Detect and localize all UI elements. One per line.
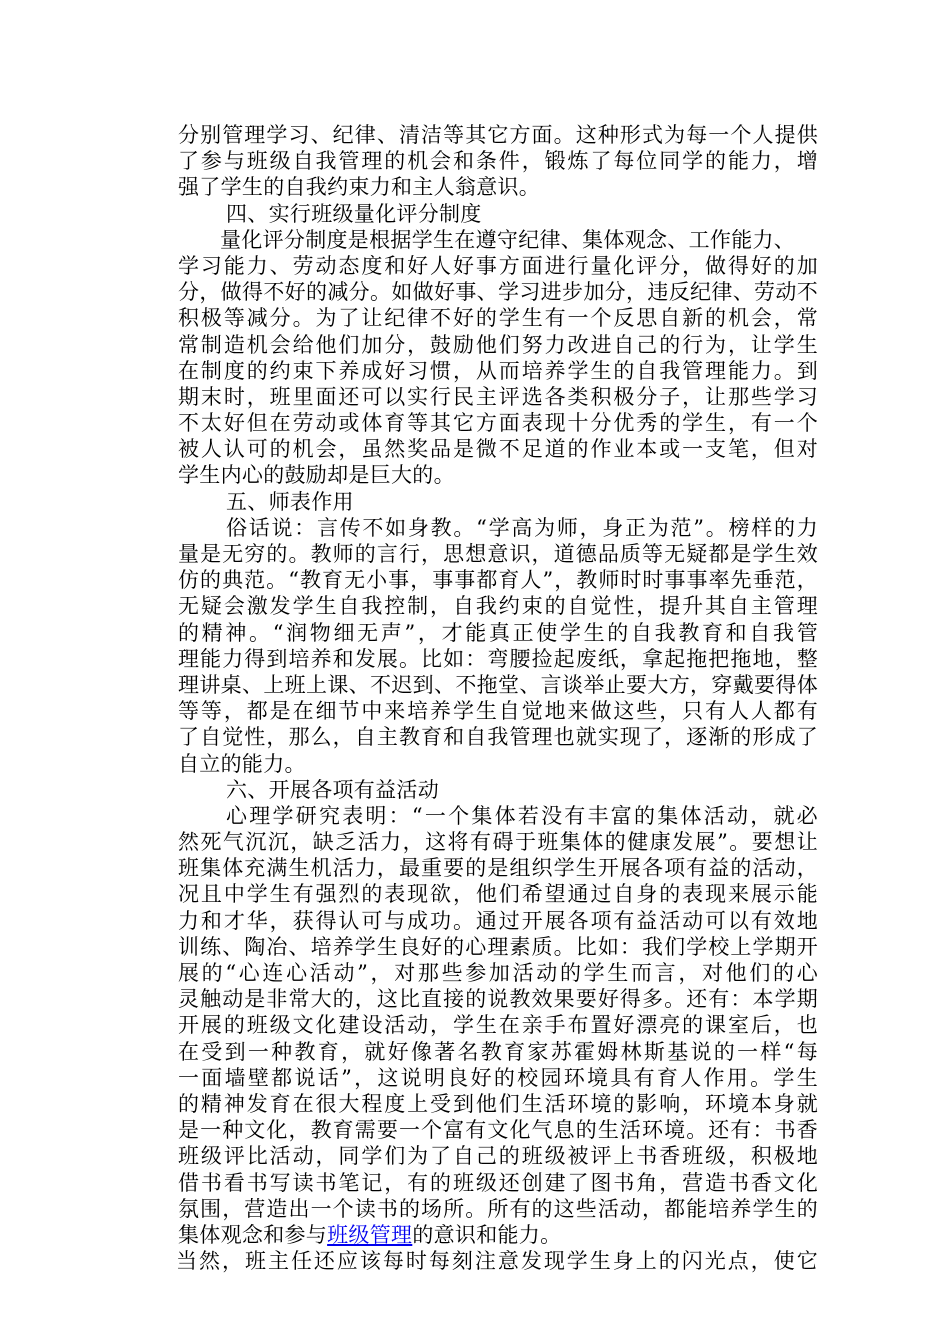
section-heading-5: 五、师表作用 bbox=[226, 489, 354, 514]
text-line: 常制造机会给他们加分，鼓励他们努力改进自己的行为，让学生 bbox=[178, 332, 818, 357]
text-line: 在制度的约束下养成好习惯，从而培养学生的自我管理能力。到 bbox=[178, 358, 818, 383]
document-body bbox=[178, 122, 818, 1274]
section-heading-6: 六、开展各项有益活动 bbox=[226, 777, 439, 802]
text-line-with-link bbox=[178, 1222, 818, 1248]
text-segment: 的意识和能力。 bbox=[412, 1222, 562, 1247]
text-line: 力和才华，获得认可与成功。通过开展各项有益活动可以有效地 bbox=[178, 908, 818, 933]
text-line: 氛围，营造出一个读书的场所。所有的这些活动，都能培养学生的 bbox=[178, 1196, 818, 1221]
text-line: 班级评比活动，同学们为了自己的班级被评上书香班级，积极地 bbox=[178, 1144, 818, 1169]
text-line: 分，做得不好的减分。如做好事、学习进步加分，违反纪律、劳动不 bbox=[178, 280, 818, 305]
text-line: 了参与班级自我管理的机会和条件，锻炼了每位同学的能力，增 bbox=[178, 149, 818, 174]
text-line: 量化评分制度是根据学生在遵守纪律、集体观念、工作能力、 bbox=[220, 227, 796, 252]
text-line: 是一种文化，教育需要一个富有文化气息的生活环境。还有：书香 bbox=[178, 1118, 818, 1143]
text-line: 况且中学生有强烈的表现欲，他们希望通过自身的表现来展示能 bbox=[178, 882, 818, 907]
text-line: 自立的能力。 bbox=[178, 751, 306, 776]
text-line: 被人认可的机会，虽然奖品是微不足道的作业本或一支笔，但对 bbox=[178, 437, 818, 462]
text-line: 不太好但在劳动或体育等其它方面表现十分优秀的学生，有一个 bbox=[178, 411, 818, 436]
paragraph-activities bbox=[178, 803, 818, 1248]
text-line: 借书看书写读书笔记，有的班级还创建了图书角，营造书香文化 bbox=[178, 1170, 818, 1195]
text-line: 理讲桌、上班上课、不迟到、不拖堂、言谈举止要大方，穿戴要得体 bbox=[178, 672, 818, 697]
paragraph-quantitative-scoring bbox=[178, 227, 818, 489]
text-line: 训练、陶冶、培养学生良好的心理素质。比如：我们学校上学期开 bbox=[178, 934, 818, 959]
text-line: 展的“心连心活动”，对那些参加活动的学生而言，对他们的心 bbox=[178, 961, 818, 985]
text-line: 了自觉性，那么，自主教育和自我管理也就实现了，逐渐的形成了 bbox=[178, 725, 818, 750]
text-line: 等等，都是在细节中来培养学生自觉地来做这些，只有人人都有 bbox=[178, 699, 818, 724]
text-line: 灵触动是非常大的，这比直接的说教效果要好得多。还有：本学期 bbox=[178, 987, 818, 1012]
text-line: 在受到一种教育，就好像著名教育家苏霍姆林斯基说的一样“每 bbox=[178, 1039, 818, 1064]
text-line: 学习能力、劳动态度和好人好事方面进行量化评分，做得好的加 bbox=[178, 253, 818, 278]
text-line: 期末时，班里面还可以实行民主评选各类积极分子，让那些学习 bbox=[178, 384, 818, 409]
text-line: 开展的班级文化建设活动，学生在亲手布置好漂亮的课室后，也 bbox=[178, 1013, 818, 1038]
text-line: 的精神发育在很大程度上受到他们生活环境的影响，环境本身就 bbox=[178, 1091, 818, 1116]
paragraph-teacher-role bbox=[178, 515, 818, 777]
text-line: 学生内心的鼓励却是巨大的。 bbox=[178, 463, 455, 488]
text-line: 理能力得到培养和发展。比如：弯腰捡起废纸，拿起拖把拖地，整 bbox=[178, 646, 818, 671]
paragraph-continued bbox=[178, 122, 818, 201]
text-line: 分别管理学习、纪律、清洁等其它方面。这种形式为每一个人提供 bbox=[178, 123, 818, 147]
text-line: 心理学研究表明：“一个集体若没有丰富的集体活动，就必 bbox=[226, 803, 818, 828]
paragraph-final-line: 当然，班主任还应该每时每刻注意发现学生身上的闪光点，使它 bbox=[176, 1249, 818, 1274]
section-heading-4: 四、实行班级量化评分制度 bbox=[226, 201, 482, 226]
text-line: 积极等减分。为了让纪律不好的学生有一个反思自新的机会，常 bbox=[178, 306, 818, 331]
text-line: 仿的典范。“教育无小事，事事都育人”，教师时时事事率先垂范， bbox=[178, 568, 818, 593]
text-segment: 集体观念和参与 bbox=[178, 1222, 328, 1247]
text-line: 一面墙壁都说话”，这说明良好的校园环境具有育人作用。学生 bbox=[178, 1065, 818, 1090]
text-line: 俗话说：言传不如身教。“学高为师，身正为范”。榜样的力 bbox=[226, 515, 818, 540]
text-line: 无疑会激发学生自我控制，自我约束的自觉性，提升其自主管理 bbox=[178, 594, 818, 619]
text-line: 量是无穷的。教师的言行，思想意识，道德品质等无疑都是学生效 bbox=[178, 542, 818, 566]
text-line: 强了学生的自我约束力和主人翁意识。 bbox=[178, 175, 541, 200]
text-line: 的精神。“润物细无声”，才能真正使学生的自我教育和自我管 bbox=[178, 620, 818, 645]
text-line: 然死气沉沉，缺乏活力，这将有碍于班集体的健康发展”。要想让 bbox=[178, 830, 818, 855]
text-line: 班集体充满生机活力，最重要的是组织学生开展各项有益的活动， bbox=[178, 856, 818, 881]
class-management-link[interactable]: 班级管理 bbox=[327, 1222, 413, 1247]
